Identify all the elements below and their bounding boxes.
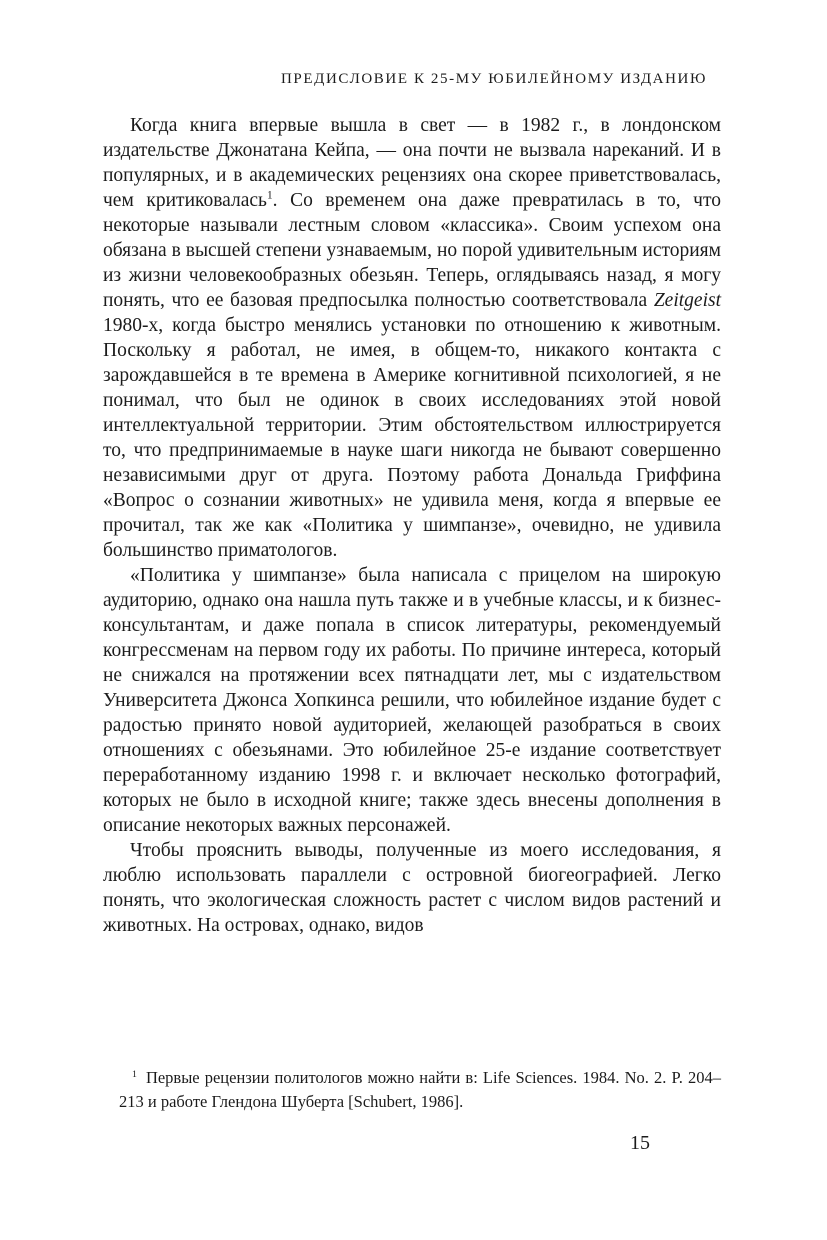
page-number: 15 [630, 1132, 650, 1154]
italic-term: Zeitgeist [653, 290, 721, 311]
footnote-reference: 1 [266, 189, 273, 202]
paragraph [103, 563, 721, 838]
text-run: «Политика у шимпанзе» была написала с прицелом на широкую аудиторию, однако она нашла путь также и в учебные классы, и к бизнес-консультантам, и даже попала в список литературы, рекомендуемый конгрессменам на первом году их работы. По причине интереса, который не снижался на протяжении всех пятнадцати лет, мы с издательством Университета Джонса Хопкинса решили, что юбилейное издание будет с радостью принято новой аудиторией, желающей разобраться в своих отношениях с обезьянами. Это юбилейное 25-е издание соответствует переработанному изданию 1998 г. и включает несколько фотографий, которых не было в исходной книге; также здесь внесены дополнения в описание некоторых важных персонажей. [103, 565, 721, 836]
text-run: Когда книга впервые вышла в свет — в 1982 г., в лондонском издательстве Джонатана Кейпа, — она почти не вызвала нареканий. И в популярных, и в академических рецензиях она скорее приветствовалась, чем критиковалась [103, 115, 721, 211]
page-body [103, 113, 721, 938]
text-run: 1980-х, когда быстро менялись установки по отношению к животным. Поскольку я работал, не имея, в общем-то, никакого контакта с зарождавшейся в те времена в Америке когнитивной психологией, я не понимал, что был не одинок в своих исследованиях этой новой интеллектуальной территории. Этим обстоятельством иллюстрируется то, что предпринимаемые в науке шаги никогда не бывают совершенно независимыми друг от друга. Поэтому работа Дональда Гриффина «Вопрос о сознании животных» не удивила меня, когда я впервые ее прочитал, так же как «Политика у шимпанзе», очевидно, не удивила большинство приматологов. [103, 315, 721, 561]
footnote [119, 1066, 721, 1114]
running-head: ПРЕДИСЛОВИЕ К 25-МУ ЮБИЛЕЙНОМУ ИЗДАНИЮ [280, 71, 707, 87]
text-run: . Со временем она даже превратилась в то, что некоторые называли лестным словом «классика». Своим успехом она обязана в высшей степени узнаваемым, но порой удивительным историям из жизни человекообразных обезьян. Теперь, оглядываясь назад, я могу понять, что ее базовая предпосылка полностью соответствовала [103, 190, 721, 311]
text-run: Чтобы прояснить выводы, полученные из моего исследования, я люблю использовать параллели с островной биогеографией. Легко понять, что экологическая сложность растет с числом видов растений и животных. На островах, однако, видов [103, 840, 721, 936]
paragraph [103, 113, 721, 563]
paragraph [103, 838, 721, 938]
footnote-marker: 1 [132, 1068, 137, 1080]
footnote-text: Первые рецензии политологов можно найти в: Life Sciences. 1984. No. 2. P. 204–213 и работе Глендона Шуберта [Schubert, 1986]. [119, 1068, 721, 1111]
